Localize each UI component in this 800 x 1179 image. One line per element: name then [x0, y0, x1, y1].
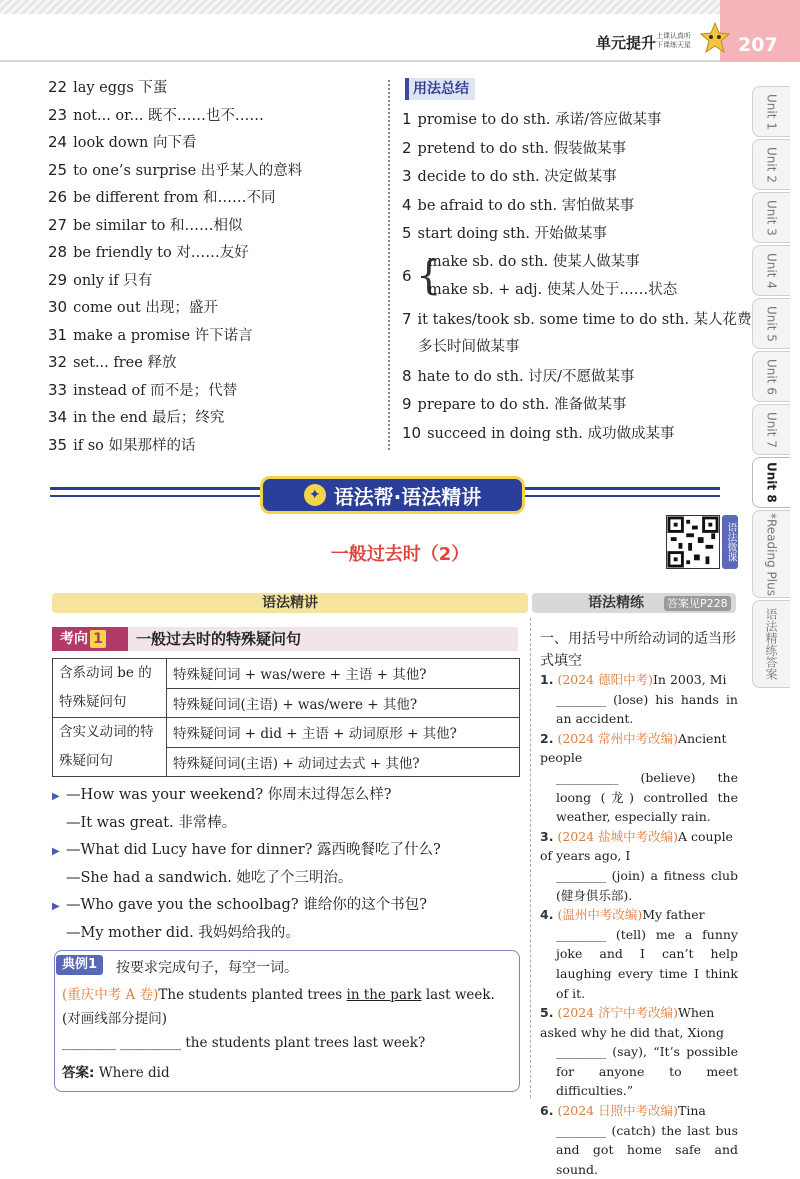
exercise-item: 2. (2024 常州中考改编)Ancient people __________ (believe) the loong (龙) controlled the weather, especially rain.: [540, 730, 738, 825]
page-number: 207: [738, 34, 778, 56]
slogan: 上课认真听 下课练天星: [656, 32, 691, 49]
grammar-table: [52, 658, 520, 777]
list-item: 4 be afraid to do sth. 害怕做某事: [402, 195, 635, 214]
list-item: 22 lay eggs 下蛋: [48, 78, 168, 96]
dialog-question: ▶ —What did Lucy have for dinner? 露西晚餐吃了什么?: [52, 837, 522, 865]
tab-unit-5[interactable]: Unit 5: [752, 298, 790, 349]
brace-icon: {: [416, 252, 442, 299]
list-item: 3 decide to do sth. 决定做某事: [402, 167, 617, 185]
table-cell: 特殊疑问词 + was/were + 主语 + 其他?: [167, 659, 520, 689]
list-item: 24 look down 向下看: [48, 133, 197, 151]
tab-unit-4[interactable]: Unit 4: [752, 245, 790, 296]
list-item: 25 to one’s surprise 出乎某人的意料: [48, 160, 303, 179]
table-cell: 特殊疑问词 + did + 主语 + 动词原形 + 其他?: [167, 718, 520, 748]
column-header-left: 语法精讲: [52, 593, 528, 613]
qr-label: 语法微课: [722, 515, 738, 569]
grammar-banner: ✦ 语法帮·语法精讲: [260, 476, 525, 514]
column-divider-lower: [530, 618, 531, 1098]
test-point-header: [52, 627, 518, 651]
tab-reading-plus[interactable]: *Reading Plus: [752, 510, 790, 598]
triangle-bullet-icon: ▶: [52, 901, 60, 912]
triangle-bullet-icon: ▶: [52, 846, 60, 857]
unit-tabs: [752, 86, 792, 690]
example-dialogs: [52, 782, 522, 947]
table-cell: 特殊疑问词(主语) + was/were + 其他?: [167, 688, 520, 718]
list-item: 1 promise to do sth. 承诺/答应做某事: [402, 110, 662, 128]
list-item: 6 { make sb. do sth. 使某人做某事 make sb. + adj. 使某人处于……状态: [402, 248, 752, 305]
list-item: 29 only if 只有: [48, 270, 153, 289]
test-point-title: 一般过去时的特殊疑问句: [136, 630, 302, 648]
test-point-badge: 考向 1: [52, 627, 128, 651]
list-item: 26 be different from 和……不同: [48, 188, 276, 206]
answer-reference: 答案见P228: [664, 596, 731, 611]
tab-unit-3[interactable]: Unit 3: [752, 192, 790, 243]
dialog-question: ▶ —Who gave you the schoolbag? 谁给你的这个书包?: [52, 892, 522, 920]
list-item: 8 hate to do sth. 讨厌/不愿做某事: [402, 366, 635, 385]
answer-blank[interactable]: _________: [120, 1035, 182, 1051]
list-item: 10 succeed in doing sth. 成功做成某事: [402, 423, 675, 442]
list-item: 34 in the end 最后；终究: [48, 408, 225, 426]
example-tag: 典例1: [56, 955, 103, 975]
tab-unit-6[interactable]: Unit 6: [752, 351, 790, 402]
column-divider: [388, 80, 390, 450]
tab-grammar-answers[interactable]: 语法精练答案: [752, 600, 790, 688]
list-item: 7 it takes/took sb. some time to do sth. 某人花费: [402, 309, 752, 328]
table-row: [53, 659, 520, 689]
list-item: 28 be friendly to 对……友好: [48, 243, 249, 261]
list-item: 5 start doing sth. 开始做某事: [402, 224, 608, 242]
table-cell: 含系动词 be 的特殊疑问句: [53, 659, 167, 718]
tab-unit-1[interactable]: Unit 1: [752, 86, 790, 137]
list-item: 2 pretend to do sth. 假装做某事: [402, 138, 627, 157]
section-title: 单元提升: [596, 34, 657, 52]
exercise-item: 1. (2024 德阳中考)In 2003, Mi ________ (lose) his hands in an accident.: [540, 672, 738, 727]
phrase-list: [48, 74, 302, 459]
list-item: 27 be similar to 和……相似: [48, 215, 243, 234]
example-answer: 答案: Where did: [62, 1065, 170, 1081]
list-item: 35 if so 如果那样的话: [48, 435, 196, 454]
list-item: 23 not... or... 既不……也不……: [48, 105, 264, 124]
list-item: 9 prepare to do sth. 准备做某事: [402, 395, 627, 413]
list-item: 33 instead of 而不是；代替: [48, 380, 238, 399]
example-blank-line: ________ _________ the students plant trees last week?: [62, 1035, 426, 1051]
list-item: 30 come out 出现；盛开: [48, 298, 218, 316]
tab-unit-2[interactable]: Unit 2: [752, 139, 790, 190]
dialog-answer: —It was great. 非常棒。: [66, 814, 237, 831]
exercise-item: 5. (2024 济宁中考改编)When asked why he did that, Xiong ________ (say), “It’s possible for anyone to meet difficulties.”: [540, 1005, 738, 1099]
answer-blank[interactable]: ________: [556, 867, 606, 883]
column-header-right: 语法精练: [532, 593, 736, 613]
table-cell: 特殊疑问词(主语) + 动词过去式 + 其他?: [167, 747, 520, 777]
example-question: (重庆中考 A 卷)The students planted trees in the park last week. (对画线部分提问): [62, 987, 495, 1027]
list-item: 32 set... free 释放: [48, 353, 177, 371]
usage-list: [402, 105, 752, 447]
exercise-list: [540, 670, 738, 1179]
answer-blank[interactable]: ________: [556, 1044, 606, 1060]
exercise-title: 一、用括号中所给动词的适当形式填空: [540, 631, 736, 669]
example-instruction: 按要求完成句子，每空一词。: [116, 960, 298, 976]
answer-blank[interactable]: __________: [556, 769, 619, 785]
tab-unit-7[interactable]: Unit 7: [752, 404, 790, 455]
answer-blank[interactable]: ________: [556, 926, 606, 942]
triangle-bullet-icon: ▶: [52, 791, 60, 802]
header-stripe: [0, 0, 720, 14]
lightbulb-icon: ✦: [304, 484, 326, 506]
dialog-answer: —My mother did. 我妈妈给我的。: [66, 924, 300, 941]
answer-blank[interactable]: ________: [62, 1035, 116, 1051]
usage-title: 用法总结: [405, 78, 475, 100]
list-item: 31 make a promise 许下诺言: [48, 325, 253, 344]
answer-blank[interactable]: ________: [556, 691, 606, 707]
exercise-item: 3. (2024 盐城中考改编)A couple of years ago, I ________ (join) a fitness club (健身俱乐部).: [540, 828, 738, 903]
table-cell: 含实义动词的特殊疑问句: [53, 718, 167, 777]
table-row: [53, 718, 520, 748]
exercise-item: 6. (2024 日照中考改编)Tina ________ (catch) the last bus and got home safe and sound.: [540, 1103, 739, 1177]
list-item-continued: 多长时间做某事: [418, 339, 520, 355]
tab-unit-8[interactable]: Unit 8: [752, 457, 790, 508]
header-divider: [0, 60, 720, 62]
dialog-answer: —She had a sandwich. 她吃了个三明治。: [66, 869, 353, 886]
dialog-question: ▶ —How was your weekend? 你周末过得怎么样?: [52, 782, 522, 810]
star-mascot-icon: [700, 22, 730, 56]
qr-code-icon[interactable]: [666, 515, 720, 569]
answer-blank[interactable]: ________: [556, 1122, 606, 1138]
grammar-topic-title: 一般过去时（2）: [330, 544, 470, 565]
exercise-item: 4. (温州中考改编)My father ________ (tell) me a funny joke and I can’t help laughing every time I think of it.: [540, 907, 738, 1001]
